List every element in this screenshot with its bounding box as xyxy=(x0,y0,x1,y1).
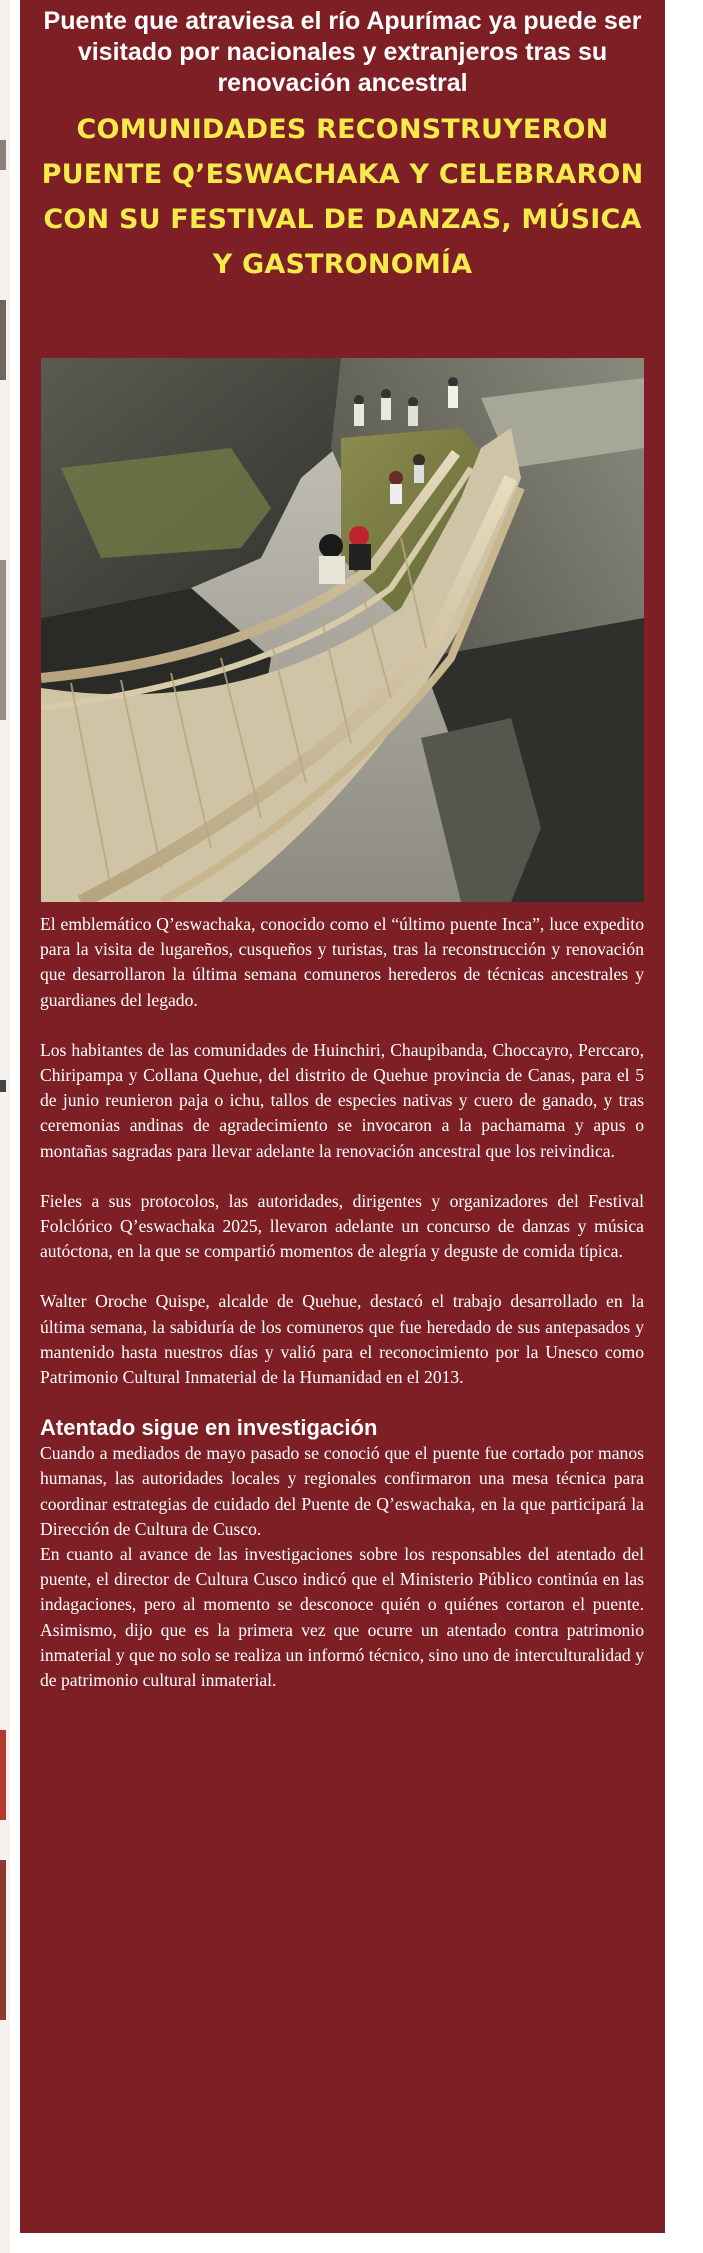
section-paragraph-1: Cuando a mediados de mayo pasado se conoció que el puente fue cortado por manos humanas, las autoridades locales y regionales confirmaron una mesa técnica para coordinar estrategias de cuidado del Puente de Q’eswachaka, en la que participará la Dirección de Cultura de Cusco. xyxy=(40,1443,644,1539)
section-heading: Atentado sigue en investigación xyxy=(40,1415,378,1441)
paragraph-2: Los habitantes de las comunidades de Huinchiri, Chaupibanda, Choccayro, Perccaro, Chiripampa y Collana Quehue, del distrito de Quehue provincia de Canas, para el 5 de junio reunieron paja o ichu, tallos de especies nativas y cuero de ganado, y tras ceremonias andinas de agradecimiento se invocaron a la pachamama y apus o montañas sagradas para llevar adelante la renovación ancestral que los reivindica. xyxy=(40,1039,644,1161)
paragraph-3: Fieles a sus protocolos, las autoridades, dirigentes y organizadores del Festival Folclórico Q’eswachaka 2025, llevaron adelante un concurso de danzas y música autóctona, en la que se compartió momentos de alegría y deguste de comida típica. xyxy=(40,1190,644,1262)
headline: Puente que atraviesa el río Apurímac ya puede ser visitado por nacionales y extranjeros tras su renovación ancestral xyxy=(43,7,642,97)
bridge-photo xyxy=(41,358,644,902)
section-paragraph-2: En cuanto al avance de las investigaciones sobre los responsables del atentado del puente, el director de Cultura Cusco indicó que el Ministerio Público continúa en las indagaciones, pero al momento se desconoce quién o quiénes cortaron el puente. Asimismo, dijo que es la primera vez que ocurre un atentado contra patrimonio inmaterial y que no solo se realiza un informó técnico, sino uno de interculturalidad y de patrimonio cultural inmaterial. xyxy=(40,1544,644,1691)
subheadline: COMUNIDADES RECONSTRUYERON PUENTE Q’ESWACHAKA Y CELEBRARON CON SU FESTIVAL DE DANZAS, MÚSICA Y GASTRONOMÍA xyxy=(41,114,644,280)
adjacent-page-edge xyxy=(0,0,10,2253)
article-body xyxy=(40,912,644,1693)
paragraph-4: Walter Oroche Quispe, alcalde de Quehue, destacó el trabajo desarrollado en la última semana, la sabiduría de los comuneros que fue heredado de sus antepasados y mantenido hasta nuestros días y valió para el reconocimiento por la Unesco como Patrimonio Cultural Inmaterial de la Humanidad en el 2013. xyxy=(40,1291,644,1388)
article-panel xyxy=(20,0,665,2233)
paragraph-1: El emblemático Q’eswachaka, conocido como el “último puente Inca”, luce expedito para la visita de lugareños, cusqueños y turistas, tras la reconstrucción y renovación que desarrollaron la última semana comuneros herederos de técnicas ancestrales y guardianes del legado. xyxy=(40,914,644,1010)
